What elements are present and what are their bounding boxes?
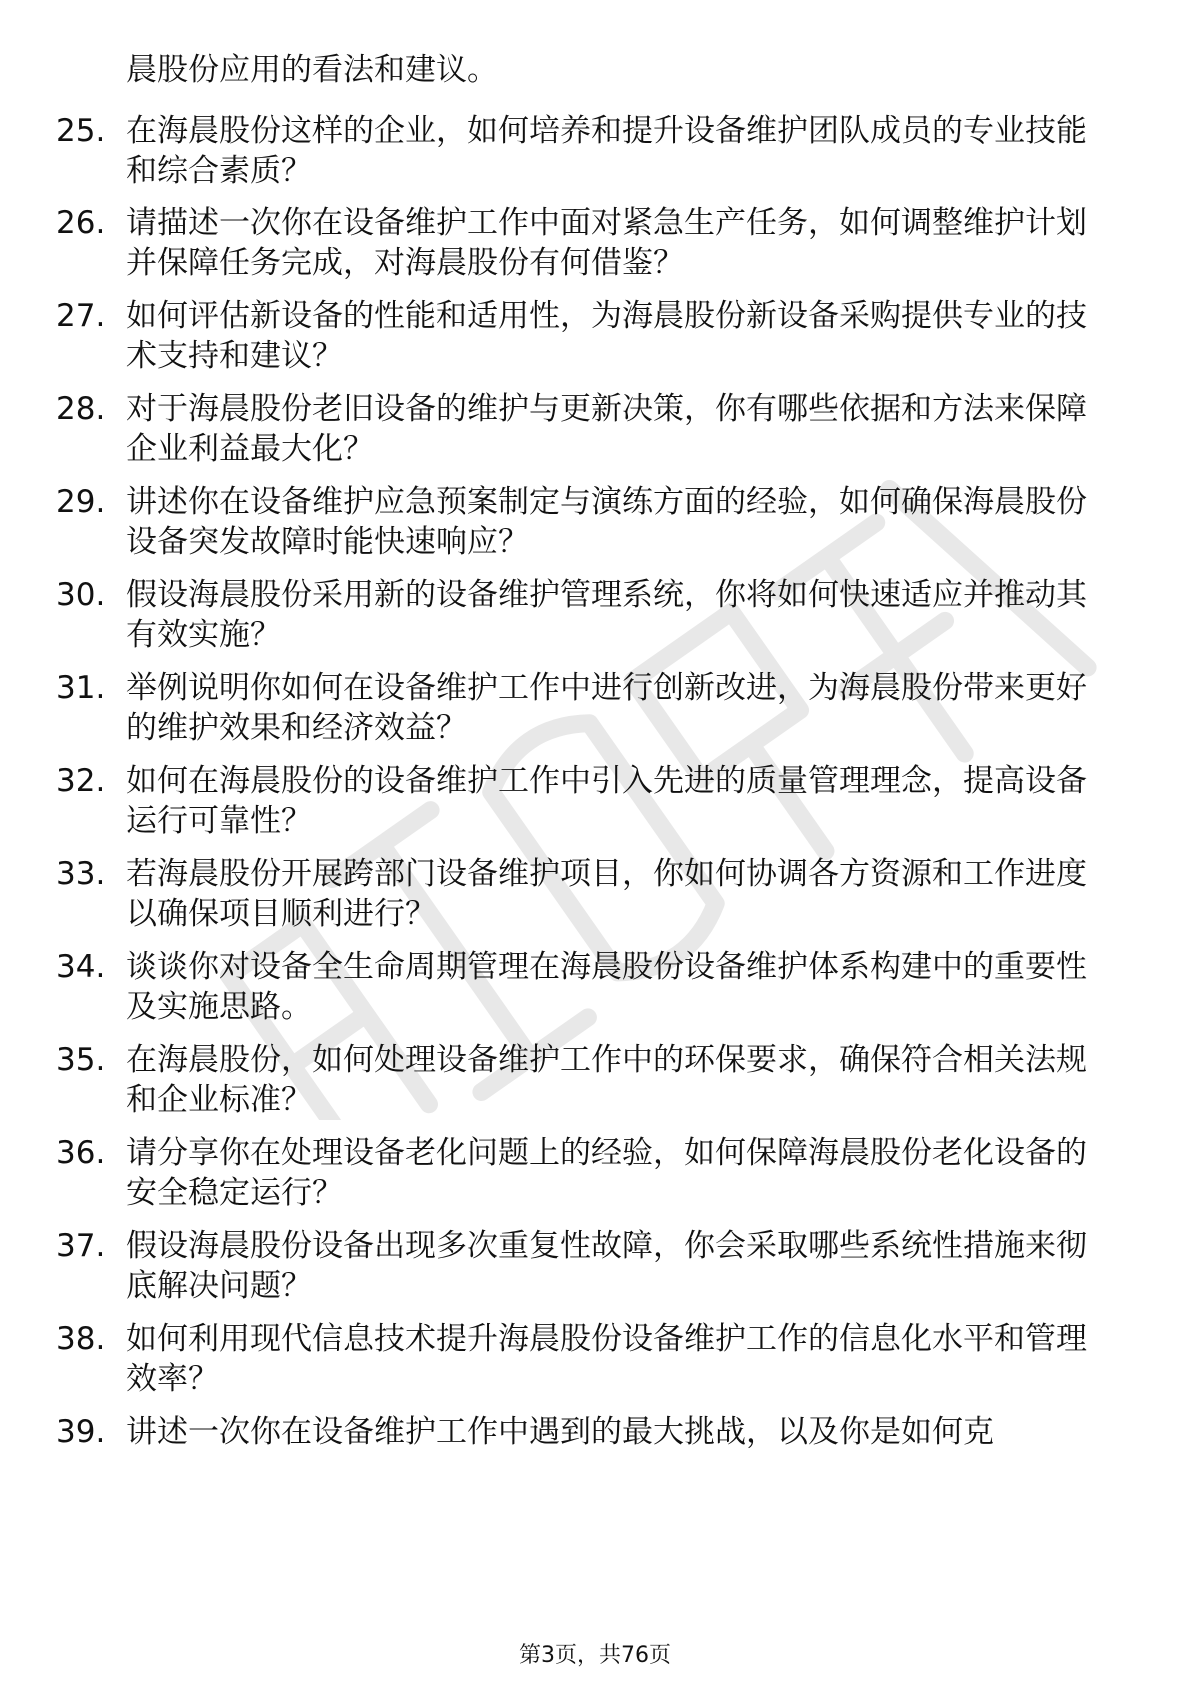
list-item-number: 38.	[56, 1321, 106, 1357]
list-item-number: 32.	[56, 763, 106, 799]
list-item-text: 请分享你在处理设备老化问题上的经验，如何保障海晨股份老化设备的安全稳定运行？	[126, 1135, 1087, 1211]
list-item-text: 假设海晨股份设备出现多次重复性故障，你会采取哪些系统性措施来彻底解决问题？	[126, 1228, 1087, 1304]
page-footer: 第3页，共76页	[519, 1643, 671, 1668]
list-item-number: 39.	[56, 1414, 106, 1450]
list-item-text: 请描述一次你在设备维护工作中面对紧急生产任务，如何调整维护计划并保障任务完成，对海晨股份有何借鉴？	[126, 205, 1087, 281]
list-item-text: 讲述你在设备维护应急预案制定与演练方面的经验，如何确保海晨股份设备突发故障时能快速响应？	[126, 484, 1087, 560]
list-item-number: 33.	[56, 856, 106, 892]
list-item-text: 谈谈你对设备全生命周期管理在海晨股份设备维护体系构建中的重要性及实施思路。	[126, 949, 1087, 1025]
list-item-number: 37.	[56, 1228, 106, 1264]
list-item-number: 30.	[56, 577, 106, 613]
list-item-text: 若海晨股份开展跨部门设备维护项目，你如何协调各方资源和工作进度以确保项目顺利进行？	[126, 856, 1087, 932]
list-item-number: 36.	[56, 1135, 106, 1171]
list-item-text: 如何评估新设备的性能和适用性，为海晨股份新设备采购提供专业的技术支持和建议？	[126, 298, 1087, 374]
list-item-number: 25.	[56, 113, 106, 149]
list-item-number: 35.	[56, 1042, 106, 1078]
list-item-text: 对于海晨股份老旧设备的维护与更新决策，你有哪些依据和方法来保障企业利益最大化？	[126, 391, 1087, 467]
list-item-number: 27.	[56, 298, 106, 334]
list-item-text: 举例说明你如何在设备维护工作中进行创新改进，为海晨股份带来更好的维护效果和经济效益？	[126, 670, 1087, 746]
list-item-text: 假设海晨股份采用新的设备维护管理系统，你将如何快速适应并推动其有效实施？	[126, 577, 1087, 653]
list-item-number: 26.	[56, 205, 106, 241]
list-item-number: 28.	[56, 391, 106, 427]
list-item-text: 在海晨股份，如何处理设备维护工作中的环保要求，确保符合相关法规和企业标准？	[126, 1042, 1087, 1118]
list-item-text: 在海晨股份这样的企业，如何培养和提升设备维护团队成员的专业技能和综合素质？	[126, 113, 1087, 189]
continuation-text: 晨股份应用的看法和建议。	[126, 52, 498, 88]
list-item-number: 31.	[56, 670, 106, 706]
list-item-text: 如何在海晨股份的设备维护工作中引入先进的质量管理理念，提高设备运行可靠性？	[126, 763, 1087, 839]
list-item-text: 讲述一次你在设备维护工作中遇到的最大挑战，以及你是如何克	[126, 1414, 994, 1450]
list-item-number: 34.	[56, 949, 106, 985]
list-item-text: 如何利用现代信息技术提升海晨股份设备维护工作的信息化水平和管理效率？	[126, 1321, 1087, 1397]
list-item-number: 29.	[56, 484, 106, 520]
